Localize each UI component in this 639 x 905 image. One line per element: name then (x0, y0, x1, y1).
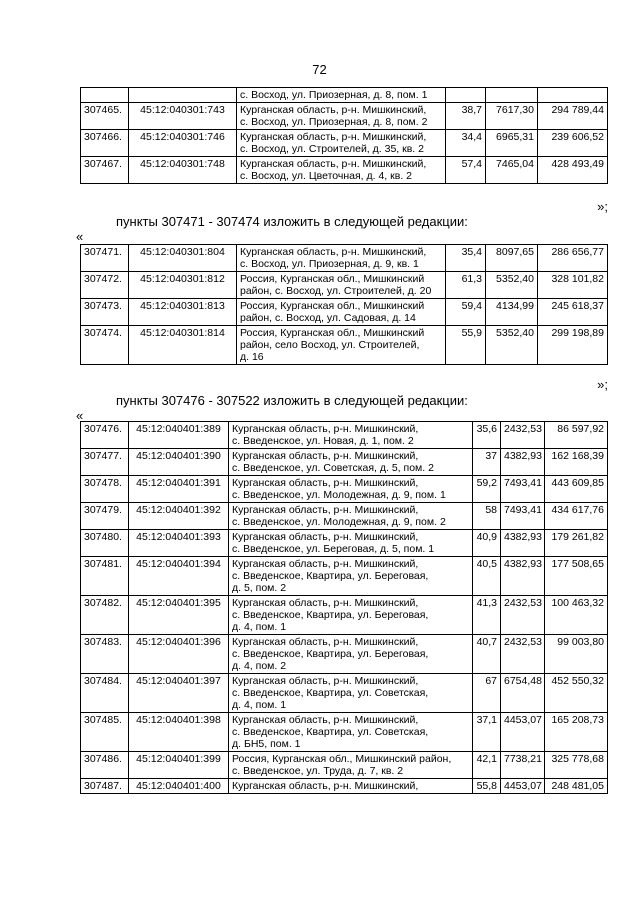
amendment-instruction: пункты 307471 - 307474 изложить в следующей редакции: (116, 214, 468, 229)
address-line: с. Введенское, Квартира, ул. Береговая, (232, 570, 429, 582)
table-row (81, 299, 608, 326)
address-line: район, с. Восход, ул. Строителей, д. 20 (240, 285, 432, 297)
address-line: район, с. Восход, ул. Садовая, д. 14 (240, 312, 416, 324)
area-cell: 42,1 (473, 752, 501, 779)
cadastral-number-cell: 45:12:040401:390 (129, 449, 229, 476)
area-cell: 59,4 (446, 299, 486, 326)
table-row (81, 449, 608, 476)
address-line: с. Восход, ул. Приозерная, д. 8, пом. 1 (240, 89, 428, 101)
unit-price-cell: 4453,07 (501, 779, 545, 794)
address-line: Курганская область, р-н. Мишкинский, (240, 158, 427, 170)
unit-price-cell: 6965,31 (486, 130, 538, 157)
area-cell: 34,4 (446, 130, 486, 157)
area-cell: 38,7 (446, 103, 486, 130)
unit-price-cell: 6754,48 (501, 674, 545, 713)
address-cell (237, 272, 446, 299)
address-line: с. Введенское, ул. Молодежная, д. 9, пом. 2 (232, 516, 446, 528)
cadastral-number-cell: 45:12:040401:393 (129, 530, 229, 557)
unit-price-cell: 7493,41 (501, 503, 545, 530)
row-number-cell: 307471. (81, 245, 129, 272)
row-number-cell (81, 88, 129, 103)
address-cell (229, 779, 473, 794)
unit-price-cell: 4453,07 (501, 713, 545, 752)
cadastral-number-cell: 45:12:040401:396 (129, 635, 229, 674)
row-number-cell: 307476. (81, 422, 129, 449)
address-line: Курганская область, р-н. Мишкинский, (240, 246, 427, 258)
cadastral-number-cell: 45:12:040301:746 (129, 130, 237, 157)
table-row (81, 596, 608, 635)
property-table-1 (80, 87, 608, 184)
page-number: 72 (312, 62, 327, 77)
area-cell: 37 (473, 449, 501, 476)
total-value-cell: 294 789,44 (538, 103, 608, 130)
row-number-cell: 307477. (81, 449, 129, 476)
cadastral-number-cell: 45:12:040401:394 (129, 557, 229, 596)
row-number-cell: 307478. (81, 476, 129, 503)
address-cell (229, 713, 473, 752)
address-cell (237, 299, 446, 326)
total-value-cell: 239 606,52 (538, 130, 608, 157)
row-number-cell: 307487. (81, 779, 129, 794)
address-line: с. Восход, ул. Приозерная, д. 8, пом. 2 (240, 116, 428, 128)
table-row (81, 635, 608, 674)
unit-price-cell: 5352,40 (486, 272, 538, 299)
address-line: Курганская область, р-н. Мишкинский, (232, 423, 419, 435)
cadastral-number-cell: 45:12:040301:743 (129, 103, 237, 130)
table-row (81, 503, 608, 530)
unit-price-cell: 5352,40 (486, 326, 538, 365)
address-line: с. Введенское, ул. Советская, д. 5, пом. 2 (232, 462, 434, 474)
row-number-cell: 307479. (81, 503, 129, 530)
table-row (81, 103, 608, 130)
total-value-cell: 99 003,80 (545, 635, 608, 674)
closing-quote: »; (597, 377, 608, 392)
table-row (81, 88, 608, 103)
address-cell (229, 674, 473, 713)
address-line: с. Восход, ул. Цветочная, д. 4, кв. 2 (240, 170, 412, 182)
area-cell: 40,7 (473, 635, 501, 674)
address-line: с. Введенское, Квартира, ул. Береговая, (232, 648, 429, 660)
address-line: с. Введенское, Квартира, ул. Советская, (232, 687, 429, 699)
address-cell (237, 326, 446, 365)
area-cell (446, 88, 486, 103)
unit-price-cell: 7738,21 (501, 752, 545, 779)
area-cell: 61,3 (446, 272, 486, 299)
row-number-cell: 307485. (81, 713, 129, 752)
closing-quote: »; (597, 199, 608, 214)
area-cell: 40,5 (473, 557, 501, 596)
row-number-cell: 307483. (81, 635, 129, 674)
unit-price-cell: 4134,99 (486, 299, 538, 326)
cadastral-number-cell: 45:12:040301:813 (129, 299, 237, 326)
table-row (81, 779, 608, 794)
area-cell: 55,9 (446, 326, 486, 365)
opening-quote: « (76, 229, 84, 244)
unit-price-cell: 2432,53 (501, 596, 545, 635)
total-value-cell: 179 261,82 (545, 530, 608, 557)
cadastral-number-cell: 45:12:040401:391 (129, 476, 229, 503)
address-line: с. Введенское, ул. Новая, д. 1, пом. 2 (232, 435, 414, 447)
unit-price-cell: 7617,30 (486, 103, 538, 130)
row-number-cell: 307467. (81, 157, 129, 184)
property-table-2 (80, 244, 608, 365)
area-cell: 35,4 (446, 245, 486, 272)
unit-price-cell: 2432,53 (501, 635, 545, 674)
unit-price-cell: 8097,65 (486, 245, 538, 272)
address-cell (229, 449, 473, 476)
table-row (81, 674, 608, 713)
table-row (81, 530, 608, 557)
cadastral-number-cell (129, 88, 237, 103)
row-number-cell: 307473. (81, 299, 129, 326)
address-cell (229, 557, 473, 596)
area-cell: 55,8 (473, 779, 501, 794)
address-line: д. 4, пом. 2 (232, 660, 287, 672)
address-line: Россия, Курганская обл., Мишкинский (240, 300, 425, 312)
unit-price-cell: 4382,93 (501, 530, 545, 557)
total-value-cell: 165 208,73 (545, 713, 608, 752)
address-cell (229, 596, 473, 635)
cadastral-number-cell: 45:12:040301:748 (129, 157, 237, 184)
table-row (81, 130, 608, 157)
total-value-cell: 177 508,65 (545, 557, 608, 596)
total-value-cell: 245 618,37 (538, 299, 608, 326)
address-cell (229, 752, 473, 779)
cadastral-number-cell: 45:12:040401:389 (129, 422, 229, 449)
address-line: Курганская область, р-н. Мишкинский, (232, 558, 419, 570)
address-line: с. Восход, ул. Приозерная, д. 9, кв. 1 (240, 258, 419, 270)
area-cell: 37,1 (473, 713, 501, 752)
row-number-cell: 307472. (81, 272, 129, 299)
address-cell (229, 530, 473, 557)
unit-price-cell: 4382,93 (501, 449, 545, 476)
address-line: Курганская область, р-н. Мишкинский, (232, 477, 419, 489)
area-cell: 35,6 (473, 422, 501, 449)
address-line: Курганская область, р-н. Мишкинский, (232, 636, 419, 648)
address-line: с. Введенское, ул. Молодежная, д. 9, пом. 1 (232, 489, 446, 501)
address-cell (237, 157, 446, 184)
total-value-cell: 325 778,68 (545, 752, 608, 779)
address-line: Курганская область, р-н. Мишкинский, (232, 714, 419, 726)
address-line: с. Введенское, ул. Береговая, д. 5, пом. 1 (232, 543, 435, 555)
opening-quote: « (76, 408, 84, 423)
cadastral-number-cell: 45:12:040301:812 (129, 272, 237, 299)
address-cell (237, 103, 446, 130)
cadastral-number-cell: 45:12:040401:395 (129, 596, 229, 635)
address-line: д. БН5, пом. 1 (232, 738, 301, 750)
address-line: с. Введенское, Квартира, ул. Береговая, (232, 609, 429, 621)
table-row (81, 272, 608, 299)
table-row (81, 752, 608, 779)
total-value-cell: 86 597,92 (545, 422, 608, 449)
total-value-cell: 328 101,82 (538, 272, 608, 299)
address-line: с. Восход, ул. Строителей, д. 35, кв. 2 (240, 143, 424, 155)
address-line: Россия, Курганская обл., Мишкинский (240, 273, 425, 285)
area-cell: 40,9 (473, 530, 501, 557)
total-value-cell: 248 481,05 (545, 779, 608, 794)
area-cell: 58 (473, 503, 501, 530)
address-line: Курганская область, р-н. Мишкинский, (240, 104, 427, 116)
property-table-3 (80, 421, 608, 794)
table-row (81, 713, 608, 752)
cadastral-number-cell: 45:12:040401:400 (129, 779, 229, 794)
address-line: Курганская область, р-н. Мишкинский, (232, 597, 419, 609)
total-value-cell: 428 493,49 (538, 157, 608, 184)
total-value-cell: 286 656,77 (538, 245, 608, 272)
address-line: д. 4, пом. 1 (232, 621, 287, 633)
address-line: Россия, Курганская обл., Мишкинский район, (232, 753, 452, 765)
total-value-cell: 100 463,32 (545, 596, 608, 635)
total-value-cell: 443 609,85 (545, 476, 608, 503)
row-number-cell: 307486. (81, 752, 129, 779)
cadastral-number-cell: 45:12:040401:397 (129, 674, 229, 713)
address-cell (237, 245, 446, 272)
unit-price-cell: 7493,41 (501, 476, 545, 503)
table-row (81, 476, 608, 503)
cadastral-number-cell: 45:12:040401:392 (129, 503, 229, 530)
area-cell: 67 (473, 674, 501, 713)
address-line: Курганская область, р-н. Мишкинский, (232, 504, 419, 516)
address-cell (237, 88, 446, 103)
address-line: с. Введенское, Квартира, ул. Советская, (232, 726, 429, 738)
address-line: Курганская область, р-н. Мишкинский, (240, 131, 427, 143)
address-line: д. 4, пом. 1 (232, 699, 287, 711)
address-cell (229, 422, 473, 449)
address-line: д. 5, пом. 2 (232, 582, 287, 594)
address-line: Курганская область, р-н. Мишкинский, (232, 675, 419, 687)
cadastral-number-cell: 45:12:040401:399 (129, 752, 229, 779)
row-number-cell: 307480. (81, 530, 129, 557)
address-cell (229, 635, 473, 674)
area-cell: 57,4 (446, 157, 486, 184)
area-cell: 59,2 (473, 476, 501, 503)
row-number-cell: 307465. (81, 103, 129, 130)
table-row (81, 245, 608, 272)
row-number-cell: 307484. (81, 674, 129, 713)
address-line: район, село Восход, ул. Строителей, (240, 339, 420, 351)
table-row (81, 422, 608, 449)
address-cell (229, 503, 473, 530)
row-number-cell: 307482. (81, 596, 129, 635)
unit-price-cell: 4382,93 (501, 557, 545, 596)
unit-price-cell: 7465,04 (486, 157, 538, 184)
table-row (81, 557, 608, 596)
row-number-cell: 307466. (81, 130, 129, 157)
total-value-cell: 434 617,76 (545, 503, 608, 530)
row-number-cell: 307474. (81, 326, 129, 365)
address-line: Курганская область, р-н. Мишкинский, (232, 780, 419, 792)
row-number-cell: 307481. (81, 557, 129, 596)
address-cell (237, 130, 446, 157)
address-line: Курганская область, р-н. Мишкинский, (232, 531, 419, 543)
amendment-instruction: пункты 307476 - 307522 изложить в следующей редакции: (116, 393, 468, 408)
area-cell: 41,3 (473, 596, 501, 635)
address-cell (229, 476, 473, 503)
table-row (81, 326, 608, 365)
cadastral-number-cell: 45:12:040301:814 (129, 326, 237, 365)
address-line: Россия, Курганская обл., Мишкинский (240, 327, 425, 339)
total-value-cell: 162 168,39 (545, 449, 608, 476)
unit-price-cell: 2432,53 (501, 422, 545, 449)
cadastral-number-cell: 45:12:040301:804 (129, 245, 237, 272)
address-line: д. 16 (240, 351, 264, 363)
unit-price-cell (486, 88, 538, 103)
total-value-cell: 299 198,89 (538, 326, 608, 365)
address-line: Курганская область, р-н. Мишкинский, (232, 450, 419, 462)
address-line: с. Введенское, ул. Труда, д. 7, кв. 2 (232, 765, 404, 777)
total-value-cell (538, 88, 608, 103)
total-value-cell: 452 550,32 (545, 674, 608, 713)
cadastral-number-cell: 45:12:040401:398 (129, 713, 229, 752)
table-row (81, 157, 608, 184)
